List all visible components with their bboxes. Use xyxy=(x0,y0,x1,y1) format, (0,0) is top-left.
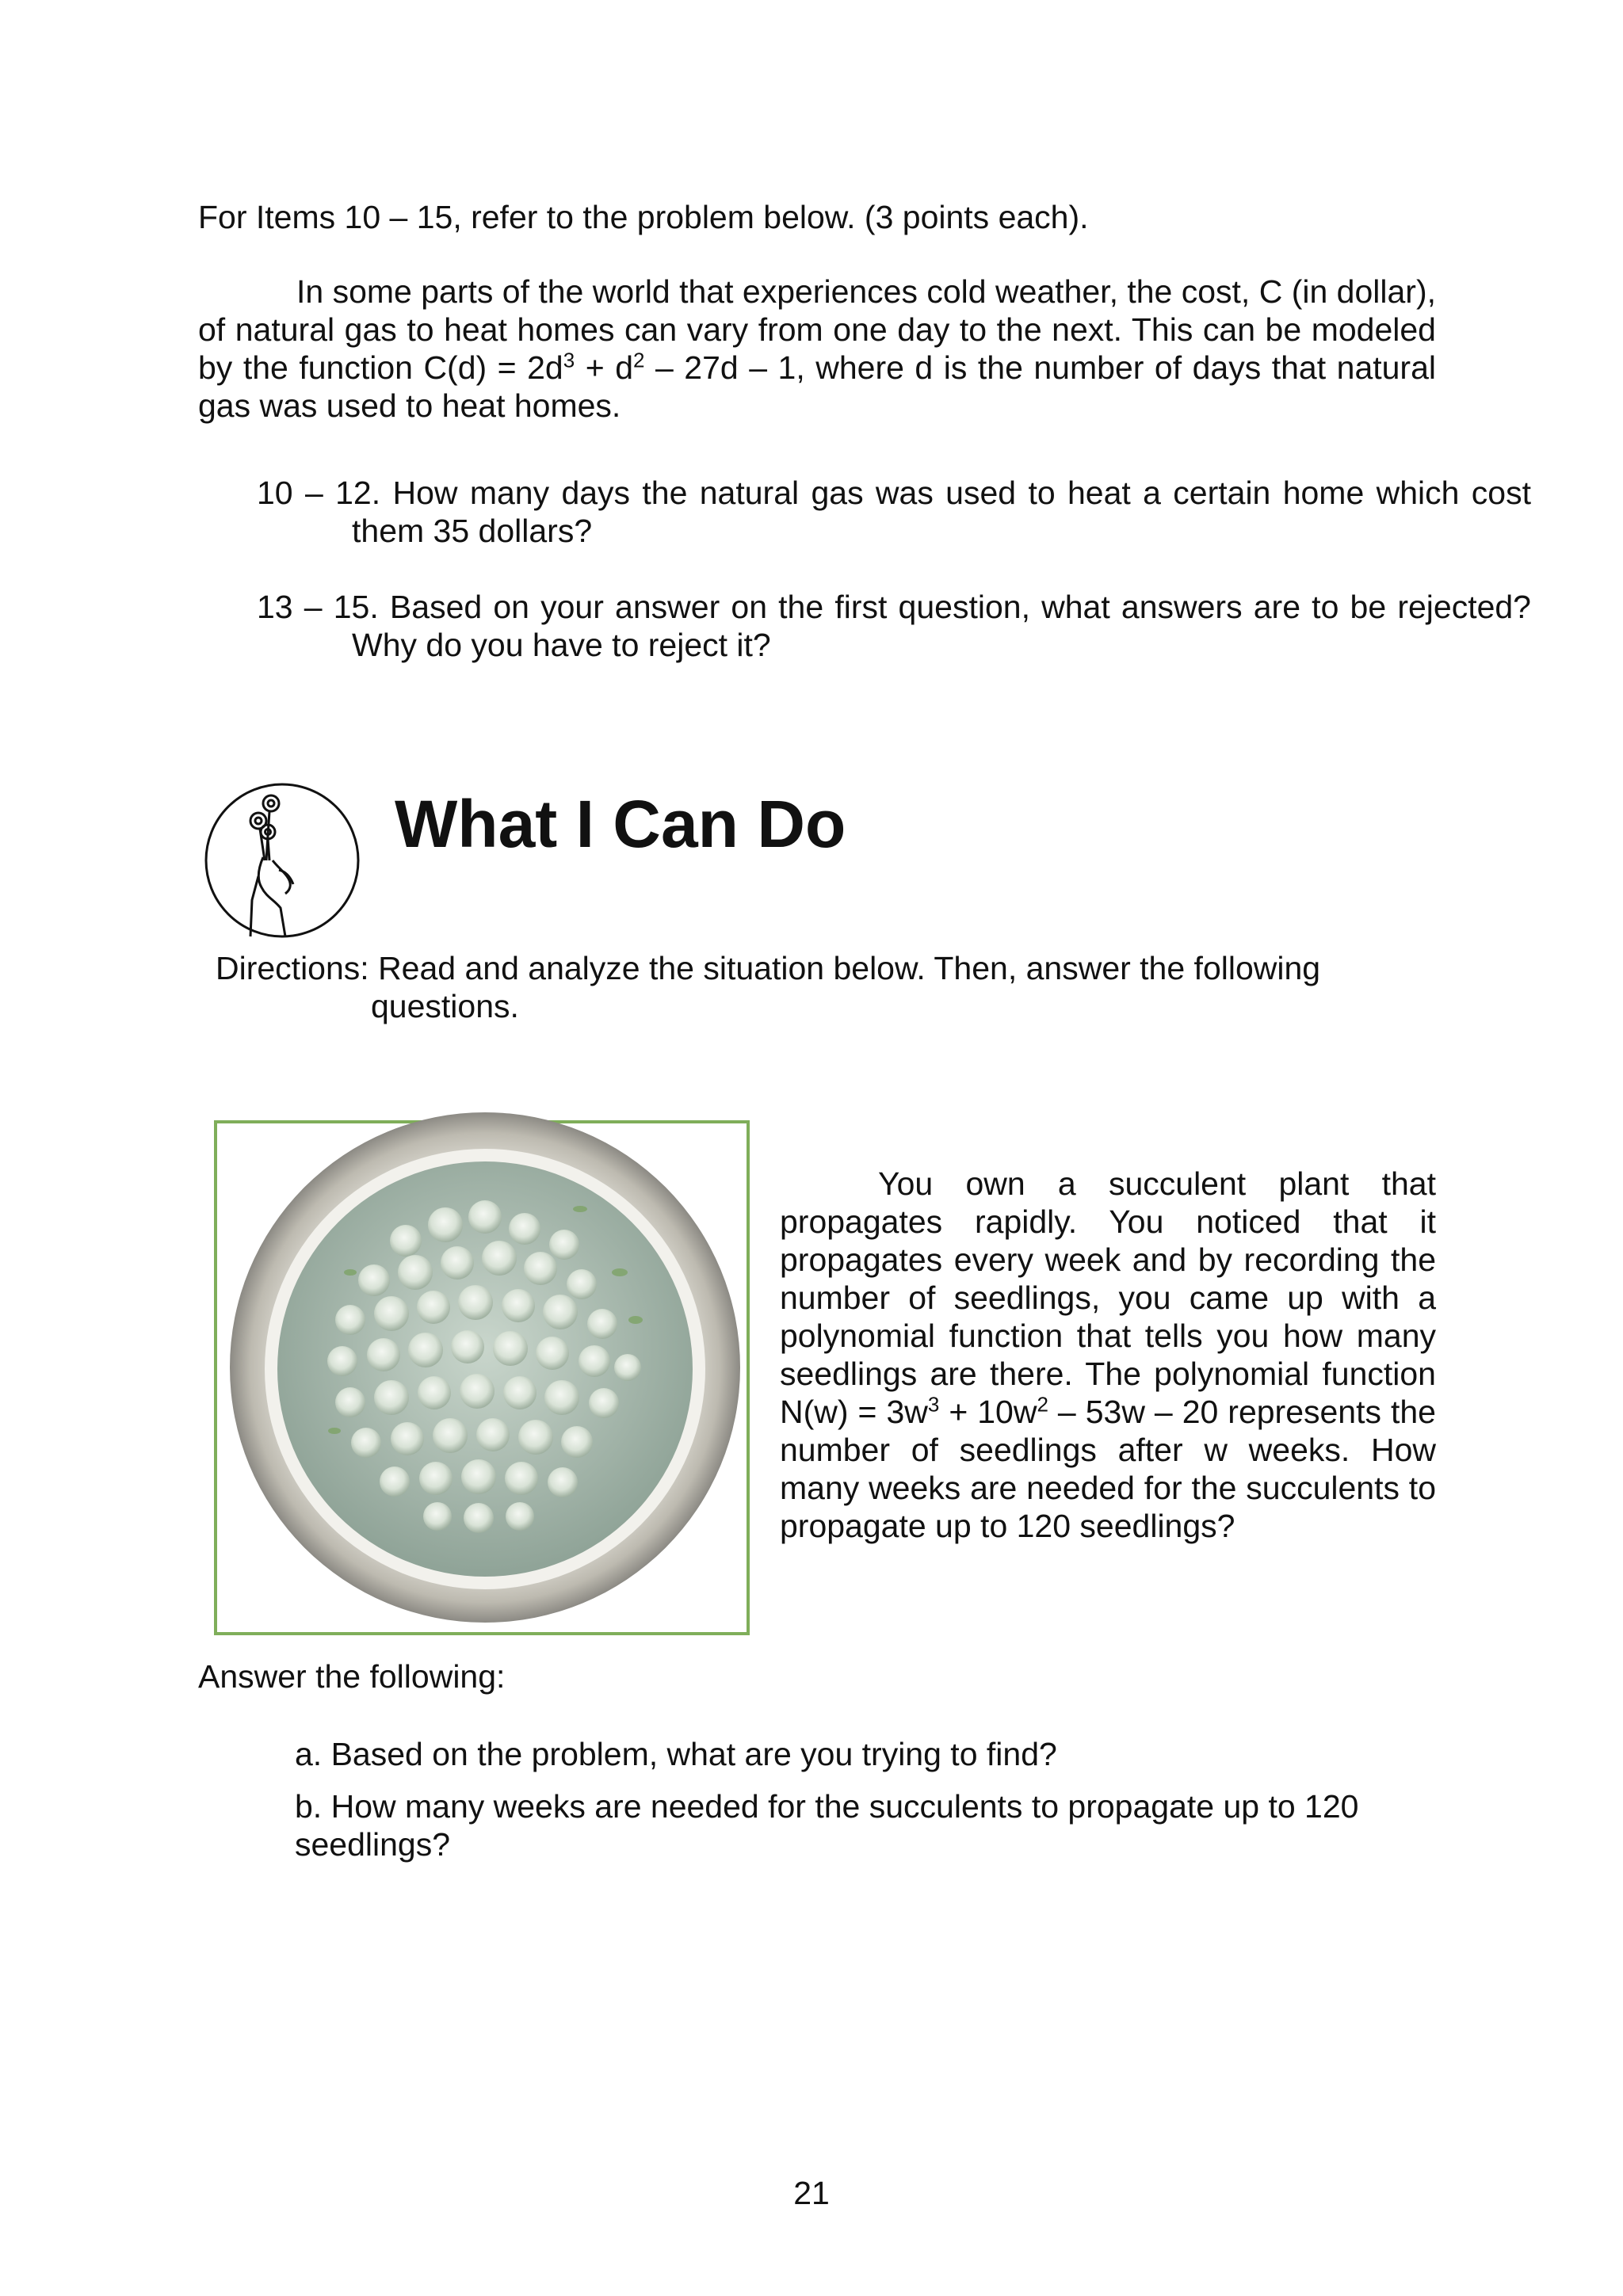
directions-label: Directions: xyxy=(216,950,369,986)
section-heading: What I Can Do xyxy=(395,787,846,861)
page-number: 21 xyxy=(793,2175,830,2211)
directions-line-2: questions. xyxy=(371,988,519,1024)
situation-paragraph xyxy=(780,1165,1436,1545)
exponent: 3 xyxy=(927,1392,940,1417)
exponent: 2 xyxy=(1037,1392,1048,1417)
problem-text-3: – 27d – 1, where d is the number of days that natural gas was used to heat homes. xyxy=(198,349,1437,424)
directions xyxy=(216,949,1436,1025)
problem-paragraph xyxy=(198,273,1436,425)
problem-text-2: + d xyxy=(575,349,633,386)
items-intro: For Items 10 – 15, refer to the problem below. (3 points each). xyxy=(198,199,1089,235)
hand-with-flowers-icon xyxy=(203,781,361,940)
directions-line-1: Read and analyze the situation below. Then, answer the following xyxy=(369,950,1321,986)
answer-item-b: b. How many weeks are needed for the succulents to propagate up to 120 seedlings? xyxy=(295,1788,1359,1863)
question-13-15: 13 – 15. Based on your answer on the first question, what answers are to be rejected? Why do you have to reject it? xyxy=(257,589,1531,663)
situation-text-1: You own a succulent plant that propagates rapidly. You noticed that it propagates every week and by recording the number of seedlings, you came up with a polynomial function that tells you how many seedlings are there. The polynomial function N(w) = 3w xyxy=(780,1165,1436,1430)
answer-item-a: a. Based on the problem, what are you trying to find? xyxy=(295,1736,1057,1772)
problem-text-1: In some parts of the world that experiences cold weather, the cost, C (in dollar), of natural gas to heat homes can vary from one day to the next. This can be modeled by the function C(d) = 2d xyxy=(198,273,1436,386)
situation-text-3: – 53w – 20 represents the number of seedlings after w weeks. How many weeks are needed for the succulents to propagate up to 120 seedlings? xyxy=(780,1394,1436,1544)
succulent-pot-photo xyxy=(208,1082,762,1637)
exponent: 2 xyxy=(633,348,645,372)
exponent: 3 xyxy=(563,348,575,372)
question-10-12: 10 – 12. How many days the natural gas was used to heat a certain home which cost them 35 dollars? xyxy=(257,475,1531,549)
situation-text-2: + 10w xyxy=(939,1394,1037,1430)
answer-heading: Answer the following: xyxy=(198,1658,506,1695)
